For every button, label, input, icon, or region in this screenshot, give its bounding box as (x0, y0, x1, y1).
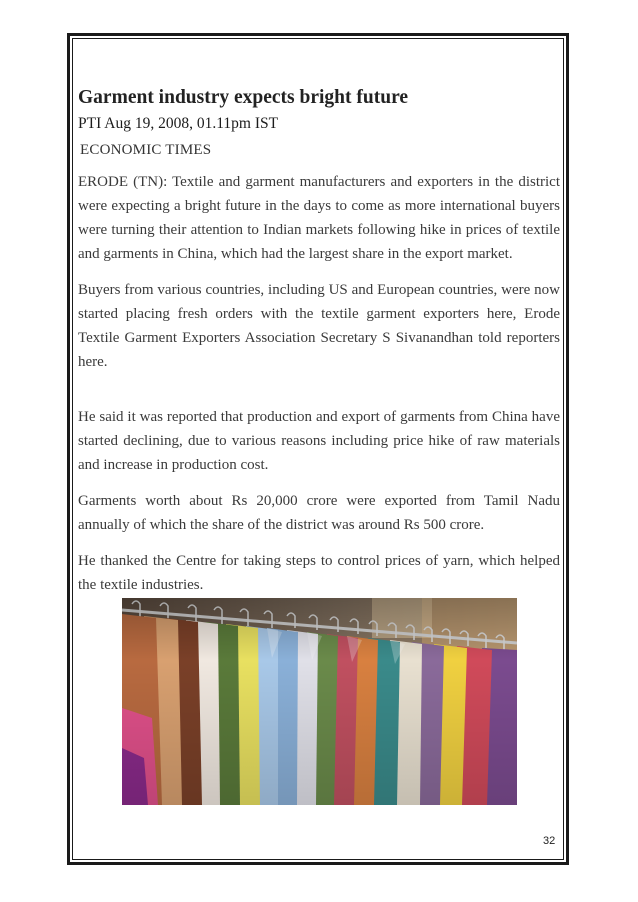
article-paragraph: ERODE (TN): Textile and garment manufacturers and exporters in the district were expecting a bright future in the days to come as more international buyers were turning their attention to Indian markets following hike in prices of textile and garments in China, which had the largest share in the export market. (78, 174, 560, 262)
page-number: 32 (543, 835, 556, 847)
article (78, 86, 560, 597)
article-paragraph: He thanked the Centre for taking steps to control prices of yarn, which helped the textile industries. (78, 553, 560, 593)
article-paragraph: Garments worth about Rs 20,000 crore were exported from Tamil Nadu annually of which the share of the district was around Rs 500 crore. (78, 493, 560, 533)
article-title: Garment industry expects bright future (78, 87, 409, 108)
article-byline: PTI Aug 19, 2008, 01.11pm IST (78, 115, 279, 132)
article-source: ECONOMIC TIMES (80, 142, 212, 158)
article-paragraph: He said it was reported that production and export of garments from China have started declining, due to various reasons including price hike of raw materials and increase in production cost. (78, 409, 560, 473)
article-paragraph: Buyers from various countries, including US and European countries, were now started placing fresh orders with the textile garment exporters here, Erode Textile Garment Exporters Association Secretary S Sivanandhan told reporters here. (78, 282, 560, 370)
garment-rack-photo (122, 598, 517, 805)
